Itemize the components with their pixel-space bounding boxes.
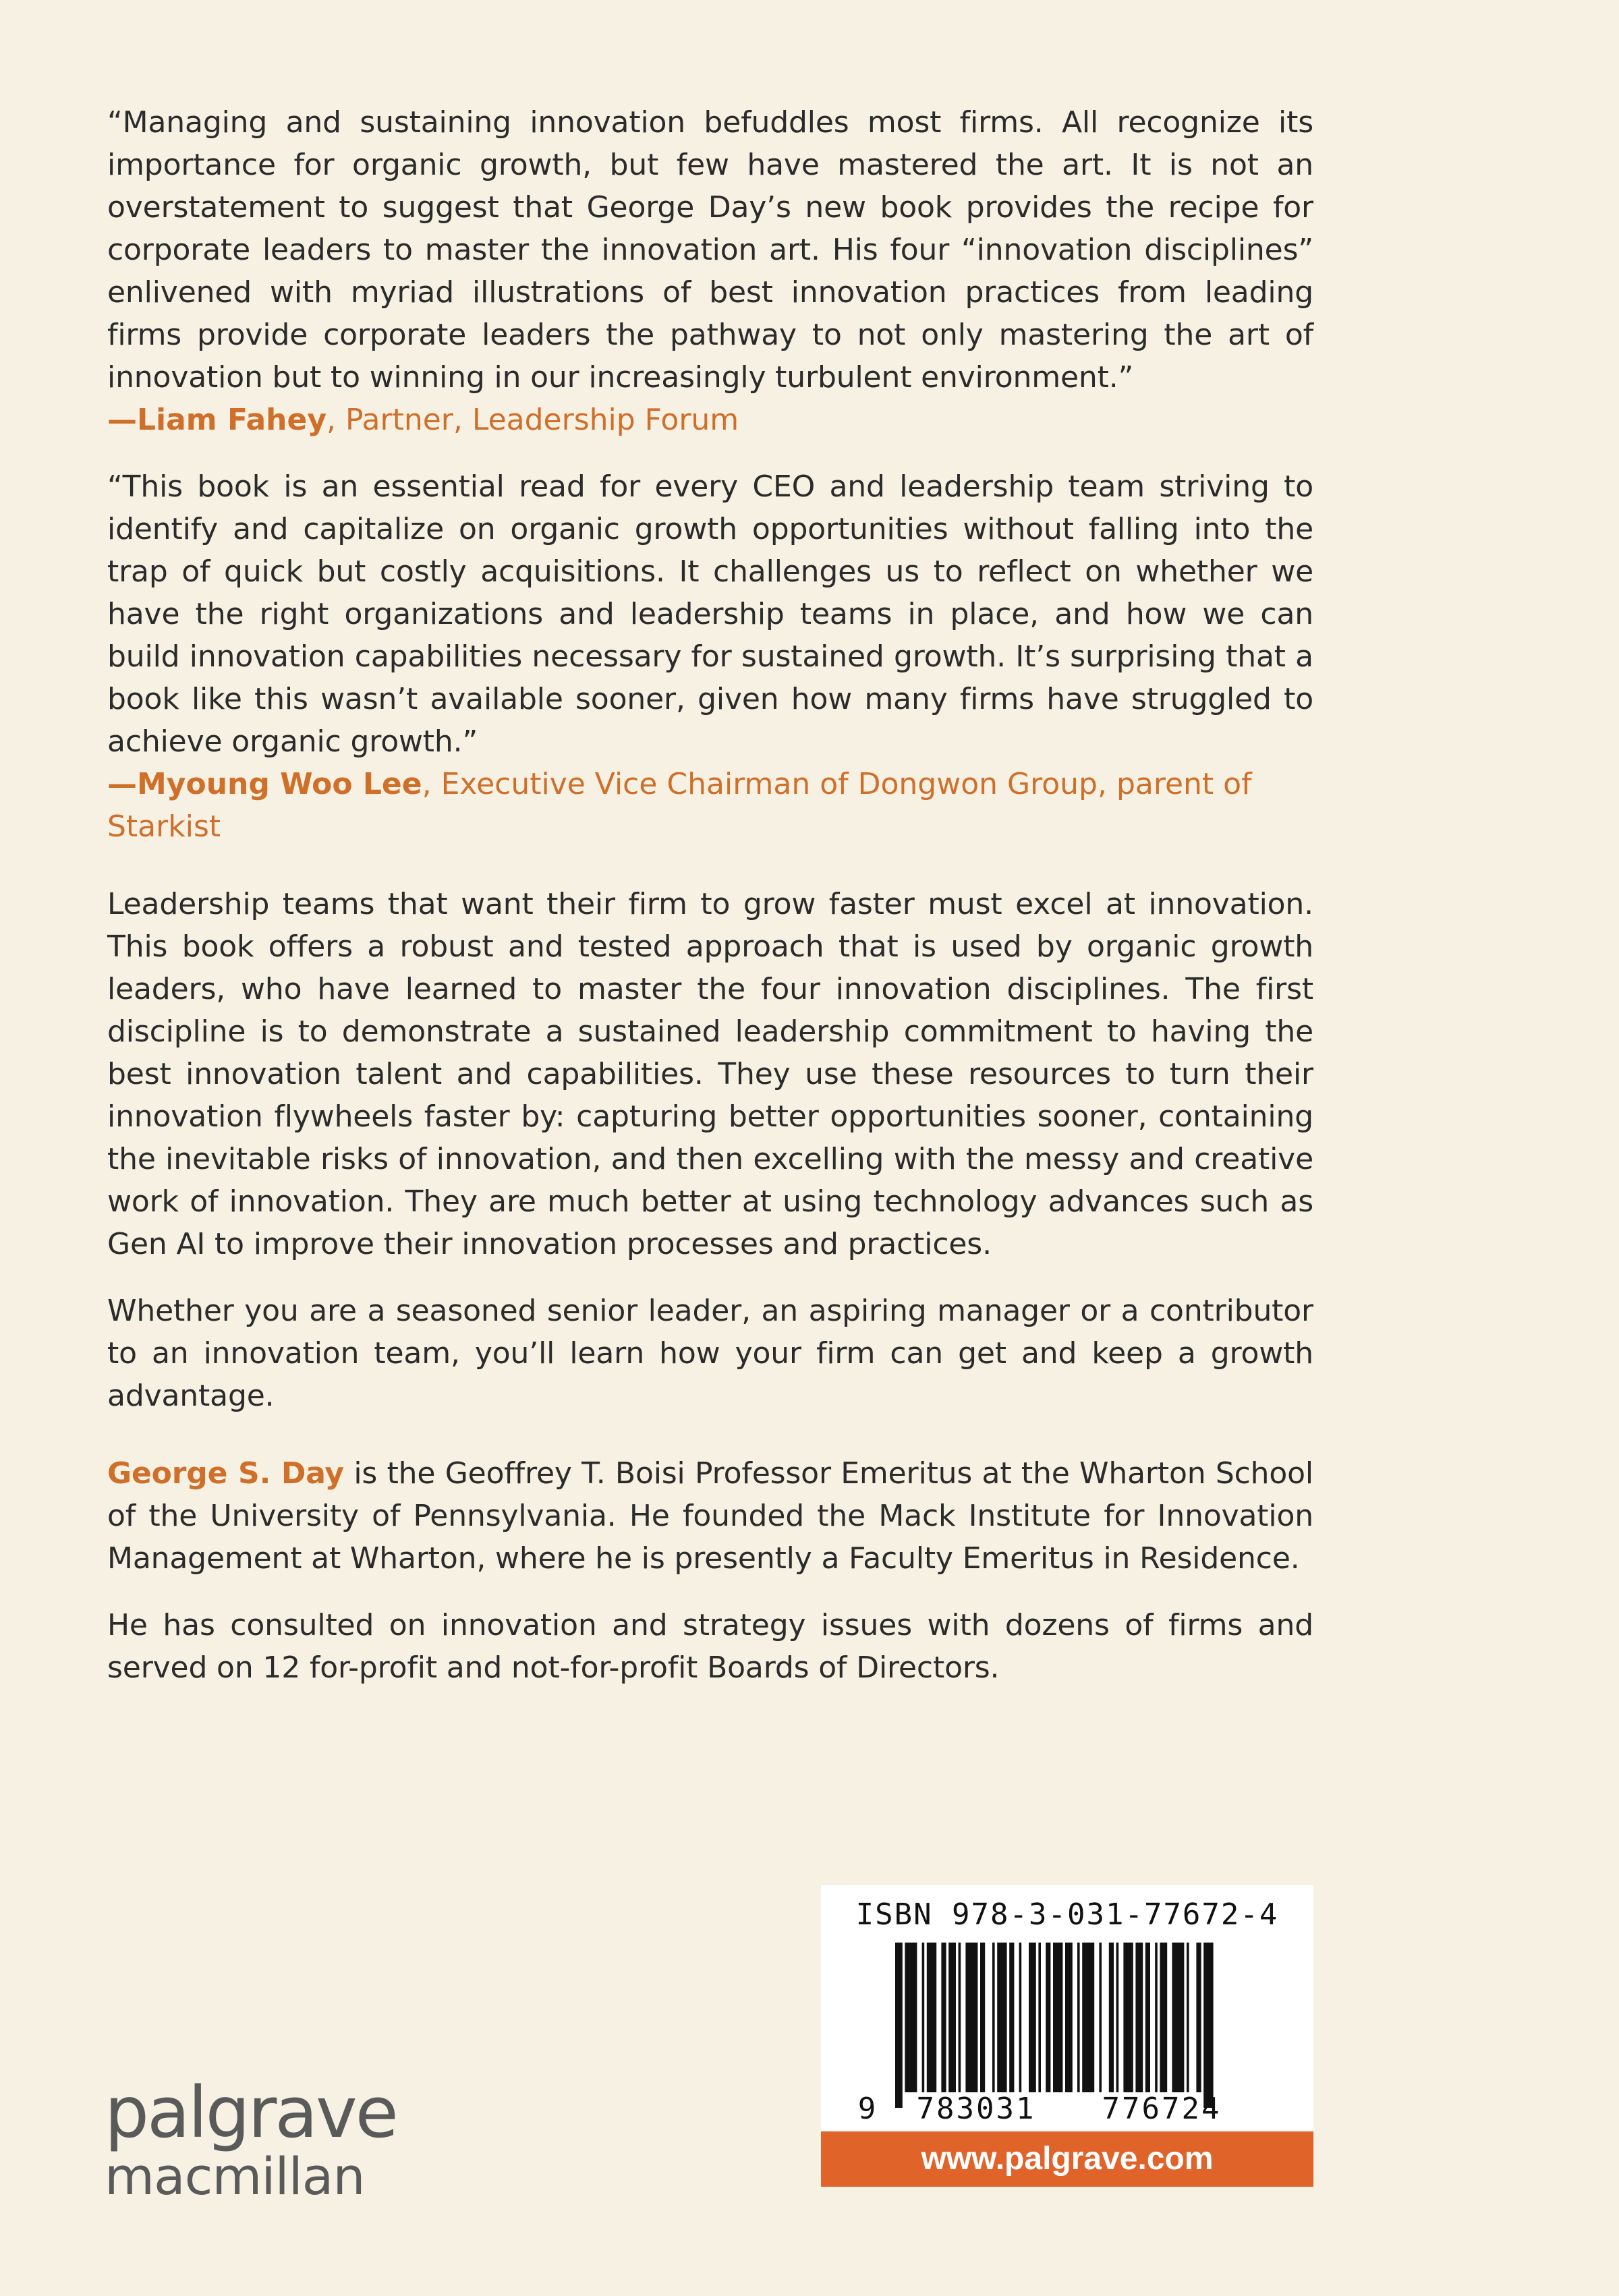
- barcode-bar: [948, 1943, 956, 2092]
- barcode-bar: [1082, 1943, 1094, 2092]
- barcode-bar: [1019, 1943, 1022, 2092]
- barcode-bar: [905, 1943, 917, 2092]
- quote-2-author: —Myoung Woo Lee: [107, 767, 422, 801]
- barcode-bar: [1145, 1943, 1150, 2092]
- barcode-bar: [1155, 1943, 1158, 2092]
- barcode-bar: [941, 1943, 946, 2092]
- barcode-bar: [1099, 1943, 1102, 2092]
- barcode-bar: [992, 1943, 995, 2092]
- barcode-bar: [1172, 1943, 1184, 2092]
- isbn-barcode: [821, 1885, 1313, 2131]
- description-paragraph-1: Leadership teams that want their firm to grow faster must excel at innovation. This book offers a robust and tested approach that is used by organic growth leaders, who have learned to master the four innovation disciplines. The first discipline is to demonstrate a sustained leadership commitment to having the best innovation talent and capabilities. They use these resources to turn their innovation flywheels faster by: capturing better opportunities sooner, containing the inevitable risks of innovation, and then excelling with the messy and creative work of innovation. They are much better at using technology advances such as Gen AI to improve their innovation processes and practices.: [107, 887, 1313, 1261]
- barcode-bar: [1046, 1943, 1050, 2092]
- isbn-label: ISBN 978-3-031-77672-4: [855, 1897, 1279, 1932]
- author-name: George S. Day: [107, 1456, 344, 1491]
- barcode-bar: [1009, 1943, 1014, 2092]
- barcode-bar: [1160, 1943, 1167, 2092]
- barcode-bar: [1203, 1943, 1213, 2108]
- barcode-bar: [1077, 1943, 1080, 2092]
- logo-line-palgrave: palgrave: [105, 2071, 397, 2154]
- barcode-bar: [1116, 1943, 1119, 2092]
- quote-2-text: “This book is an essential read for every CEO and leadership team striving to identify and capitalize on organic growth opportunities without falling into the trap of quick but costly acquisitions. It challenges us to reflect on whether we have the right organizations and leadership teams in place, and how we can build innovation capabilities necessary for sustained growth. It’s surprising that a book like this wasn’t available sooner, given how many firms have struggled to achieve organic growth.”: [107, 469, 1313, 759]
- barcode-bar: [1065, 1943, 1073, 2092]
- barcode-bar: [895, 1943, 903, 2108]
- barcode-bar: [1135, 1943, 1143, 2092]
- barcode-bar: [1053, 1943, 1062, 2092]
- back-cover-text: [107, 101, 1313, 1689]
- barcode-bar: [927, 1943, 936, 2092]
- author-bio-1: [107, 1452, 1313, 1580]
- quote-1-author-title: , Partner, Leadership Forum: [326, 403, 739, 437]
- logo-line-macmillan: macmillan: [105, 2146, 365, 2206]
- barcode-bar: [997, 1943, 1006, 2092]
- publisher-website: www.palgrave.com: [821, 2131, 1313, 2187]
- author-bio-1-text: is the Geoffrey T. Boisi Professor Emeritus at the Wharton School of the University of Pennsylvania. He founded the Mack Institute for Innovation Management at Wharton, where he is presently a Faculty Emeritus in Residence.: [107, 1456, 1313, 1576]
- quote-1-author: —Liam Fahey: [107, 403, 326, 437]
- barcode-bar: [1029, 1943, 1036, 2092]
- barcode-bar: [965, 1943, 977, 2092]
- barcode-bar: [1123, 1943, 1133, 2092]
- barcode-digit-first: 9: [857, 2092, 876, 2126]
- description-paragraph-2: Whether you are a seasoned senior leader, an aspiring manager or a contributor to an innovation team, you’ll learn how your firm can get and keep a growth advantage.: [107, 1294, 1313, 1413]
- barcode-bar: [980, 1943, 985, 2092]
- barcode-bar: [959, 1943, 961, 2092]
- barcode-bar: [1038, 1943, 1041, 2092]
- quote-2-author-title: , Executive Vice Chairman of Dongwon Group, parent of Starkist: [107, 767, 1252, 844]
- barcode-bar: [922, 1943, 925, 2092]
- quote-1-attribution: [107, 399, 1313, 441]
- barcode-digits-left: 783031: [916, 2092, 1036, 2126]
- barcode-bar: [1196, 1943, 1201, 2092]
- author-bio-2: He has consulted on innovation and strategy issues with dozens of firms and served on 12 for-profit and not-for-profit Boards of Directors.: [107, 1608, 1313, 1685]
- quote-1-text: “Managing and sustaining innovation befuddles most firms. All recognize its importance for organic growth, but few have mastered the art. It is not an overstatement to suggest that George Day’s new book provides the recipe for corporate leaders to master the innovation art. His four “innovation disciplines” enlivened with myriad illustrations of best innovation practices from leading firms provide corporate leaders the pathway to not only mastering the art of innovation but to winning in our increasingly turbulent environment.”: [107, 105, 1313, 395]
- barcode-digits-right: 776724: [1102, 2092, 1222, 2126]
- publisher-logo: [105, 2071, 397, 2206]
- quote-2-attribution: [107, 763, 1313, 848]
- barcode-bar: [1187, 1943, 1189, 2092]
- barcode-bar: [1109, 1943, 1114, 2092]
